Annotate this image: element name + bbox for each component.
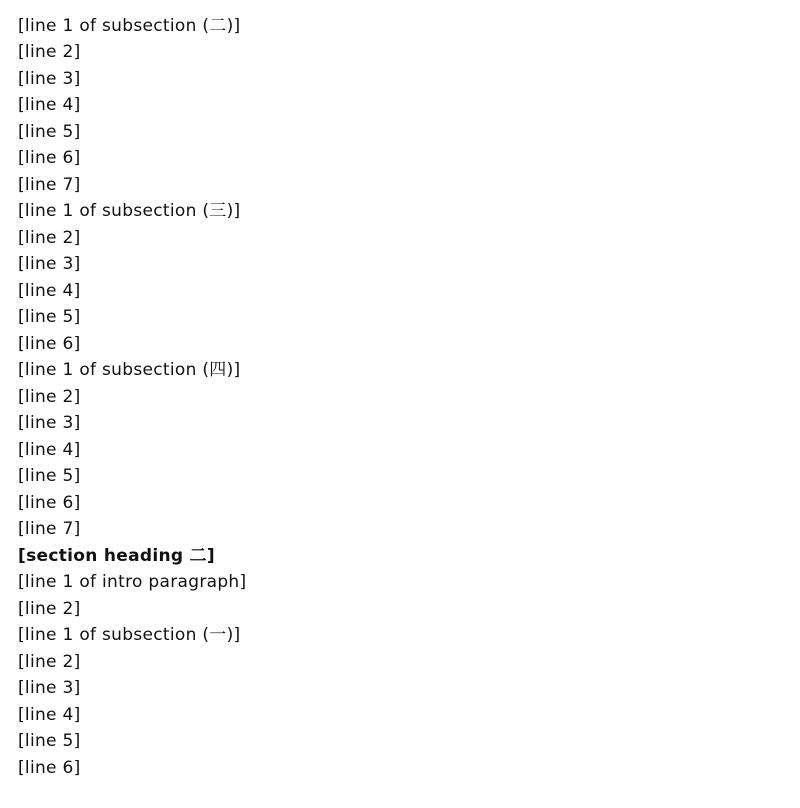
- paragraph-line: [line 1 of subsection (三)]: [18, 201, 241, 221]
- paragraph-line: [line 5]: [18, 121, 81, 142]
- paragraph-line: [line 2]: [18, 386, 81, 407]
- paragraph-line: [line 6]: [18, 148, 81, 168]
- paragraph-line: [line 1 of subsection (一)]: [18, 625, 241, 645]
- paragraph-line: [line 2]: [18, 651, 81, 672]
- paragraph-line: [line 6]: [18, 492, 81, 513]
- paragraph-line: [line 3]: [18, 678, 81, 698]
- paragraph-line: [line 5]: [18, 307, 81, 327]
- paragraph-line: [line 3]: [18, 254, 81, 274]
- bottom-clipped-line: [18, 781, 786, 808]
- paragraph-line: [line 7]: [18, 174, 81, 195]
- top-clipped-line: [18, 0, 786, 13]
- paragraph-line: [line 4]: [18, 704, 81, 725]
- paragraph-line: [line 4]: [18, 439, 81, 460]
- paragraph-line: [line 1 of subsection (四)]: [18, 360, 241, 380]
- paragraph-line: [line 2]: [18, 598, 81, 619]
- paragraph-line: [line 6]: [18, 333, 81, 354]
- paragraph-line: [line 2]: [18, 227, 81, 248]
- paragraph-line: [line 2]: [18, 42, 81, 62]
- section-heading: [section heading 二]: [18, 545, 215, 566]
- paragraph-line: [line 1 of intro paragraph]: [18, 572, 247, 592]
- paragraph-line: [line 5]: [18, 731, 81, 751]
- paragraph-line: [line 5]: [18, 466, 81, 486]
- paragraph-line: [line 4]: [18, 280, 81, 301]
- paragraph-line: [line 7]: [18, 519, 81, 539]
- paragraph-line: [line 3]: [18, 413, 81, 433]
- paragraph-line: [line 1 of subsection (二)]: [18, 15, 241, 36]
- paragraph-line: [line 3]: [18, 68, 81, 89]
- paragraph-line: [line 4]: [18, 95, 81, 115]
- paragraph-line: [line 6]: [18, 757, 81, 778]
